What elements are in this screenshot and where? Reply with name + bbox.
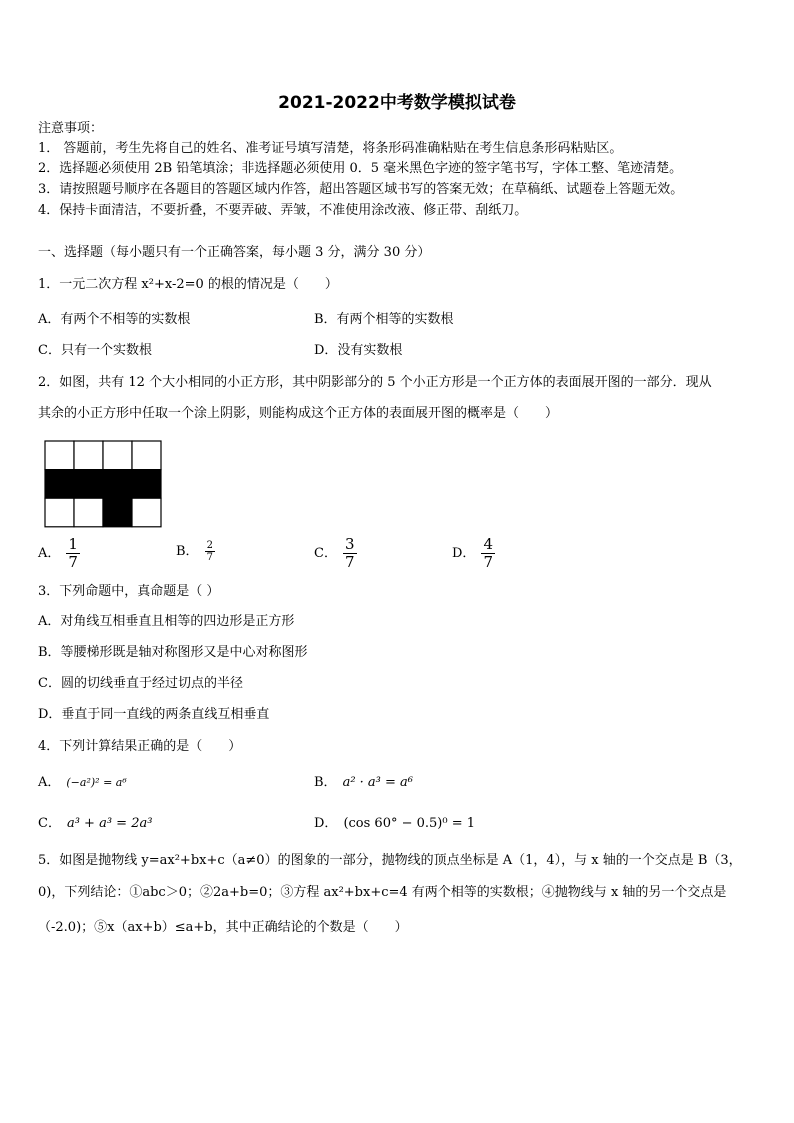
q4-option-d-label: D．: [314, 816, 338, 831]
grid-cell-empty: [45, 441, 74, 470]
notice-item-1: 1． 答题前，考生先将自己的姓名、准考证号填写清楚，将条形码准确粘贴在考生信息条形码粘贴区。: [38, 141, 623, 156]
q4-stem: 4．下列计算结果正确的是（ ）: [38, 739, 242, 754]
q2-option-b-numerator: 2: [206, 540, 213, 551]
q3-option-b[interactable]: B．等腰梯形既是轴对称图形又是中心对称图形: [38, 645, 308, 660]
page-title: 2021-2022中考数学模拟试卷: [278, 93, 516, 113]
q5-stem-line3: （-2.0)；⑤x（ax+b）≤a+b，其中正确结论的个数是（ ）: [38, 920, 408, 935]
q2-option-c-label: C．: [314, 546, 337, 561]
q2-option-a-fraction: [66, 536, 80, 571]
q2-option-d-numerator: 4: [483, 535, 493, 553]
q4-option-a-label: A．: [38, 775, 61, 790]
q4-option-b-label: B．: [314, 775, 337, 790]
grid-cell-shaded: [132, 470, 161, 499]
q2-option-b[interactable]: [176, 540, 215, 563]
q4-option-d[interactable]: [314, 814, 475, 834]
q1-stem: 1．一元二次方程 x²+x-2=0 的根的情况是（ ）: [38, 277, 338, 292]
notice-item-2: 2．选择题必须使用 2B 铅笔填涂；非选择题必须使用 0．5 毫米黑色字迹的签字笔书写，字体工整、笔迹清楚。: [38, 161, 683, 176]
grid-cell-empty: [103, 441, 132, 470]
q2-option-a[interactable]: [38, 536, 80, 571]
unfolding-grid-figure: [44, 440, 162, 528]
q3-option-c[interactable]: C．圆的切线垂直于经过切点的半径: [38, 676, 243, 691]
grid-cell-shaded: [74, 470, 103, 499]
q3-option-d[interactable]: D．垂直于同一直线的两条直线互相垂直: [38, 707, 270, 722]
q5-stem-line2: 0)，下列结论：①abc＞0；②2a+b=0；③方程 ax²+bx+c=4 有两个相等的实数根；④抛物线与 x 轴的另一个交点是: [38, 885, 727, 900]
q2-option-a-denominator: 7: [68, 553, 78, 571]
q2-option-d-label: D．: [452, 546, 476, 561]
q4-option-a[interactable]: [38, 773, 127, 793]
grid-cell-shaded: [103, 498, 132, 527]
q1-option-c[interactable]: C．只有一个实数根: [38, 343, 152, 358]
q2-option-b-label: B．: [176, 544, 199, 559]
grid-cell-empty: [132, 498, 161, 527]
grid-cell-empty: [132, 441, 161, 470]
q4-option-c-expression: a³ + a³ = 2a³: [66, 816, 153, 831]
q2-option-c-denominator: 7: [344, 553, 355, 571]
q4-option-d-expression: (cos 60° − 0.5)⁰ = 1: [343, 816, 476, 831]
q2-option-b-denominator: 7: [206, 552, 213, 563]
q2-option-a-label: A．: [38, 546, 61, 561]
grid-cell-empty: [45, 498, 74, 527]
q3-stem: 3．下列命题中，真命题是（ ）: [38, 584, 220, 599]
q2-option-b-fraction: [205, 540, 215, 563]
q2-option-d-denominator: 7: [483, 553, 493, 571]
q4-option-c-label: C．: [38, 816, 61, 831]
grid-cell-shaded: [103, 470, 132, 499]
q2-option-a-numerator: 1: [68, 535, 78, 553]
q3-option-a[interactable]: A．对角线互相垂直且相等的四边形是正方形: [38, 614, 295, 629]
grid-cell-shaded: [45, 470, 74, 499]
notice-item-4: 4．保持卡面清洁，不要折叠，不要弄破、弄皱，不准使用涂改液、修正带、刮纸刀。: [38, 203, 528, 218]
section-heading: 一、选择题（每小题只有一个正确答案，每小题 3 分，满分 30 分）: [38, 245, 431, 260]
q2-option-c[interactable]: [314, 536, 357, 571]
q1-option-d[interactable]: D．没有实数根: [314, 343, 403, 358]
q1-option-b[interactable]: B．有两个相等的实数根: [314, 312, 454, 327]
q4-option-b-expression: a² · a³ = a⁶: [342, 775, 414, 790]
q2-option-d-fraction: [481, 536, 495, 571]
q2-stem-line1: 2．如图，共有 12 个大小相同的小正方形，其中阴影部分的 5 个小正方形是一个正方体的表面展开图的一部分．现从: [38, 375, 712, 390]
q4-option-a-expression: (−a²)² = a⁶: [66, 776, 127, 789]
q2-option-c-fraction: [343, 536, 357, 571]
notice-item-3: 3．请按照题号顺序在各题目的答题区域内作答，超出答题区域书写的答案无效；在草稿纸、试题卷上答题无效。: [38, 182, 684, 197]
q2-option-c-numerator: 3: [344, 535, 355, 553]
q2-stem-line2: 其余的小正方形中任取一个涂上阴影，则能构成这个正方体的表面展开图的概率是（ ）: [38, 406, 559, 421]
q2-option-d[interactable]: [452, 536, 495, 571]
grid-cell-empty: [74, 441, 103, 470]
q1-option-a[interactable]: A．有两个不相等的实数根: [38, 312, 191, 327]
q4-option-b[interactable]: [314, 773, 413, 793]
grid-cell-empty: [74, 498, 103, 527]
notice-heading: 注意事项：: [38, 121, 104, 136]
q4-option-c[interactable]: [38, 814, 152, 834]
q5-stem-line1: 5．如图是抛物线 y=ax²+bx+c（a≠0）的图象的一部分，抛物线的顶点坐标是 A（1，4），与 x 轴的一个交点是 B（3，: [38, 853, 742, 868]
